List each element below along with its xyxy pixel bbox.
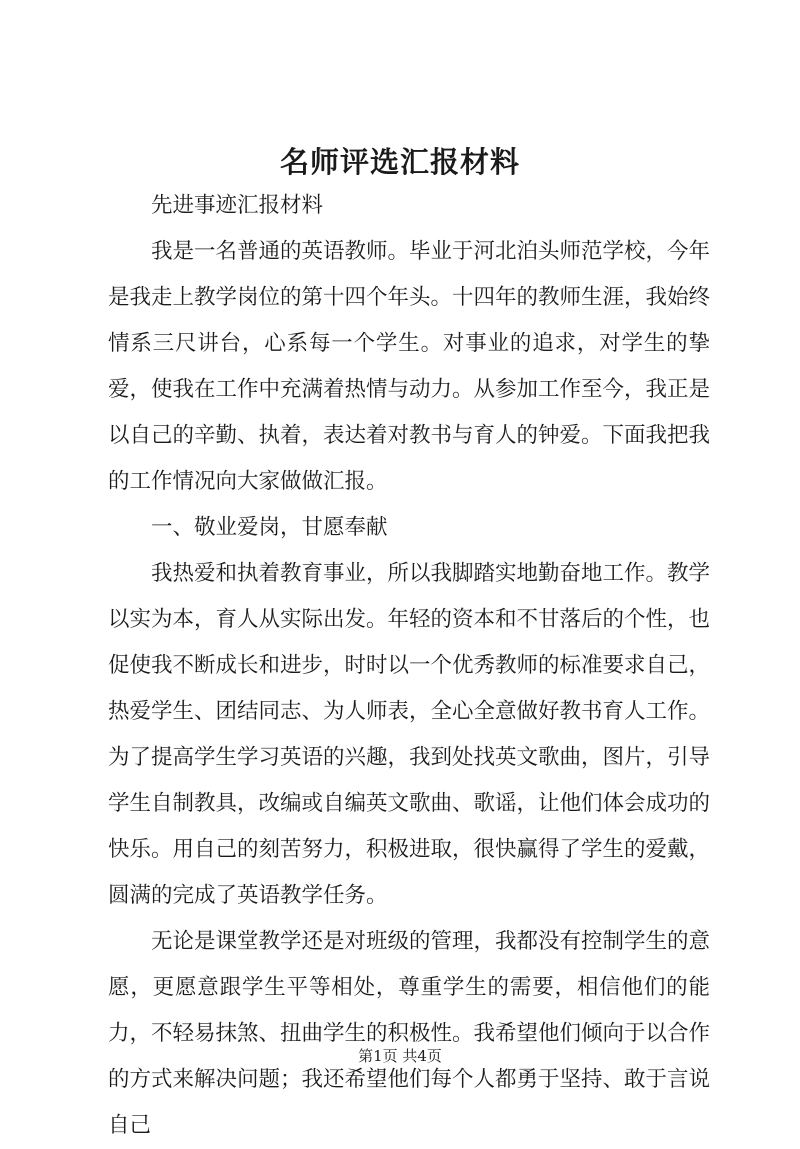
paragraph-dedication: 我热爱和执着教育事业，所以我脚踏实地勤奋地工作。教学以实为本，育人从实际出发。年轻的资本和不甘落后的个性，也促使我不断成长和进步，时时以一个优秀教师的标准要求自己，热爱学生、团结同志、为人师表，全心全意做好教书育人工作。为了提高学生学习英语的兴趣，我到处找英文歌曲，图片，引导学生自制教具，改编或自编英文歌曲、歌谣，让他们体会成功的快乐。用自己的刻苦努力，积极进取，很快赢得了学生的爱戴，圆满的完成了英语教学任务。 <box>108 561 711 908</box>
paragraph-subtitle: 先进事迹汇报材料 <box>151 193 324 218</box>
section-heading: 一、敬业爱岗，甘愿奉献 <box>151 515 388 540</box>
paragraph-intro: 我是一名普通的英语教师。毕业于河北泊头师范学校，今年是我走上教学岗位的第十四个年头。十四年的教师生涯，我始终情系三尺讲台，心系每一个学生。对事业的追求，对学生的挚爱，使我在工作中充满着热情与动力。从参加工作至今，我正是以自己的辛勤、执着，表达着对教书与育人的钟爱。下面我把我的工作情况向大家做做汇报。 <box>108 239 711 494</box>
paragraph-classroom: 无论是课堂教学还是对班级的管理，我都没有控制学生的意愿，更愿意跟学生平等相处，尊重学生的需要，相信他们的能力，不轻易抹煞、扭曲学生的积极性。我希望他们倾向于以合作的方式来解决问题；我还希望他们每个人都勇于坚持、敢于言说自己 <box>108 929 711 1138</box>
page-footer: 第1页 共4页 <box>358 1047 442 1065</box>
document-body <box>108 183 710 1149</box>
document-title: 名师评选汇报材料 <box>279 145 520 179</box>
